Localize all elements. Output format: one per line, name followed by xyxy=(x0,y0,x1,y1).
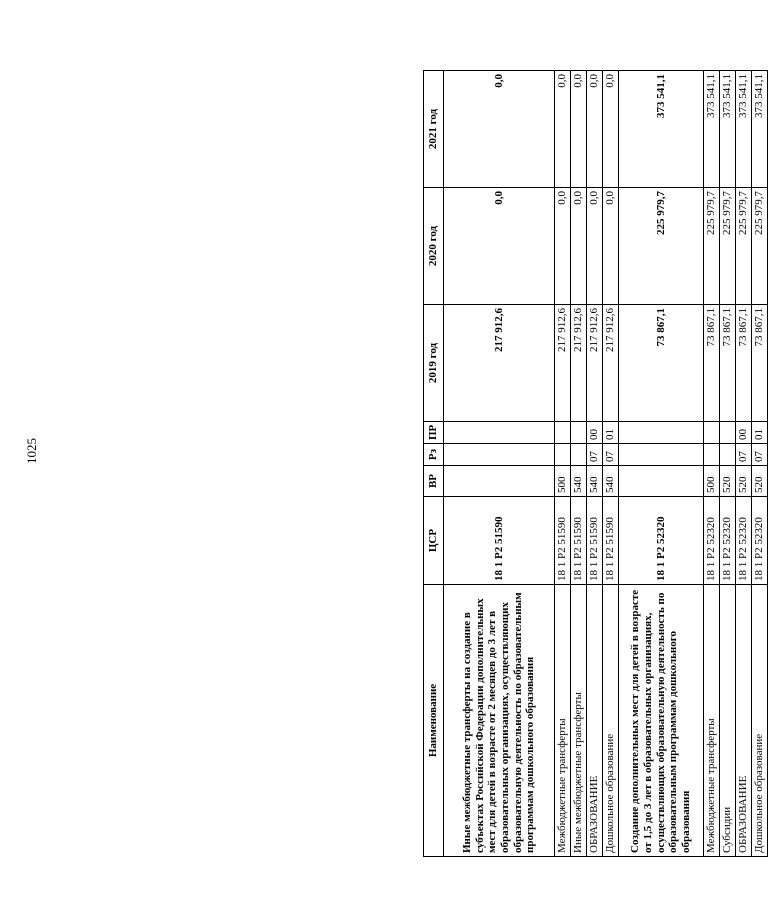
cell-name: Иные межбюджетные трансферты на создание в субъектах Российской Федерации дополнительных мест для детей в возрасте от 2 месяцев до 3 лет в образовательных организациях, осуществляющих образовательную деятельность по образовательным программам дошкольного образования xyxy=(444,585,555,857)
cell-vr xyxy=(619,466,704,497)
cell-csr: 18 1 P2 51590 xyxy=(571,497,587,585)
cell-rz xyxy=(619,444,704,466)
cell-pr xyxy=(619,422,704,444)
cell-2019: 73 867,1 xyxy=(720,305,736,422)
cell-rz xyxy=(444,444,555,466)
cell-2020: 225 979,7 xyxy=(736,188,752,305)
cell-name: Создание дополнительных мест для детей в возрасте от 1,5 до 3 лет в образовательных организациях, осуществляющих образовательную деятельность по образовательным программам дошкольного образования xyxy=(619,585,704,857)
cell-csr: 18 1 P2 51590 xyxy=(444,497,555,585)
cell-vr: 500 xyxy=(555,466,571,497)
cell-name: Дошкольное образование xyxy=(752,585,768,857)
rotated-table-wrapper xyxy=(423,71,768,857)
cell-2021: 0,0 xyxy=(555,71,571,188)
table-row xyxy=(555,71,571,857)
cell-rz xyxy=(720,444,736,466)
cell-vr: 540 xyxy=(603,466,619,497)
cell-rz xyxy=(571,444,587,466)
cell-csr: 18 1 P2 51590 xyxy=(603,497,619,585)
header-pr: ПР xyxy=(424,422,444,444)
cell-2019: 217 912,6 xyxy=(587,305,603,422)
cell-2020: 0,0 xyxy=(444,188,555,305)
table-row xyxy=(603,71,619,857)
cell-2020: 0,0 xyxy=(555,188,571,305)
cell-csr: 18 1 P2 52320 xyxy=(752,497,768,585)
cell-csr: 18 1 P2 52320 xyxy=(736,497,752,585)
cell-vr: 520 xyxy=(752,466,768,497)
cell-csr: 18 1 P2 52320 xyxy=(704,497,720,585)
cell-rz: 07 xyxy=(752,444,768,466)
cell-rz xyxy=(704,444,720,466)
cell-2019: 217 912,6 xyxy=(603,305,619,422)
cell-2019: 73 867,1 xyxy=(752,305,768,422)
cell-name: ОБРАЗОВАНИЕ xyxy=(736,585,752,857)
cell-pr: 01 xyxy=(603,422,619,444)
cell-csr: 18 1 P2 51590 xyxy=(555,497,571,585)
table-row xyxy=(720,71,736,857)
cell-2021: 373 541,1 xyxy=(704,71,720,188)
table-row xyxy=(587,71,603,857)
cell-pr xyxy=(704,422,720,444)
table-row xyxy=(736,71,752,857)
cell-vr: 500 xyxy=(704,466,720,497)
cell-2019: 73 867,1 xyxy=(619,305,704,422)
cell-rz: 07 xyxy=(587,444,603,466)
cell-2020: 225 979,7 xyxy=(704,188,720,305)
budget-table xyxy=(423,70,768,857)
cell-pr xyxy=(571,422,587,444)
table-row xyxy=(704,71,720,857)
cell-2019: 217 912,6 xyxy=(555,305,571,422)
cell-2021: 0,0 xyxy=(587,71,603,188)
cell-name: Межбюджетные трансферты xyxy=(555,585,571,857)
header-row xyxy=(424,71,444,857)
cell-name: Иные межбюджетные трансферты xyxy=(571,585,587,857)
cell-2019: 217 912,6 xyxy=(571,305,587,422)
cell-vr xyxy=(444,466,555,497)
cell-2020: 225 979,7 xyxy=(619,188,704,305)
cell-2020: 225 979,7 xyxy=(720,188,736,305)
cell-csr: 18 1 P2 52320 xyxy=(619,497,704,585)
cell-csr: 18 1 P2 51590 xyxy=(587,497,603,585)
cell-vr: 520 xyxy=(720,466,736,497)
cell-2019: 73 867,1 xyxy=(736,305,752,422)
cell-2021: 0,0 xyxy=(571,71,587,188)
table-row xyxy=(619,71,704,857)
table-row xyxy=(752,71,768,857)
cell-pr xyxy=(720,422,736,444)
cell-pr xyxy=(444,422,555,444)
cell-name: Субсидии xyxy=(720,585,736,857)
cell-vr: 520 xyxy=(736,466,752,497)
cell-vr: 540 xyxy=(587,466,603,497)
cell-2021: 373 541,1 xyxy=(736,71,752,188)
cell-2021: 373 541,1 xyxy=(619,71,704,188)
cell-pr xyxy=(555,422,571,444)
cell-name: Дошкольное образование xyxy=(603,585,619,857)
cell-2021: 0,0 xyxy=(444,71,555,188)
cell-2021: 0,0 xyxy=(603,71,619,188)
cell-2021: 373 541,1 xyxy=(720,71,736,188)
cell-2019: 73 867,1 xyxy=(704,305,720,422)
header-2021: 2021 год xyxy=(424,71,444,188)
cell-rz: 07 xyxy=(736,444,752,466)
header-2019: 2019 год xyxy=(424,305,444,422)
cell-pr: 00 xyxy=(736,422,752,444)
cell-2020: 0,0 xyxy=(603,188,619,305)
cell-pr: 00 xyxy=(587,422,603,444)
cell-rz xyxy=(555,444,571,466)
header-vr: ВР xyxy=(424,466,444,497)
cell-csr: 18 1 P2 52320 xyxy=(720,497,736,585)
cell-name: Межбюджетные трансферты xyxy=(704,585,720,857)
header-2020: 2020 год xyxy=(424,188,444,305)
cell-2019: 217 912,6 xyxy=(444,305,555,422)
cell-rz: 07 xyxy=(603,444,619,466)
header-rz: Рз xyxy=(424,444,444,466)
cell-name: ОБРАЗОВАНИЕ xyxy=(587,585,603,857)
table-row xyxy=(444,71,555,857)
cell-vr: 540 xyxy=(571,466,587,497)
cell-2020: 0,0 xyxy=(587,188,603,305)
header-name: Наименование xyxy=(424,585,444,857)
cell-2020: 225 979,7 xyxy=(752,188,768,305)
page-number: 1025 xyxy=(24,438,39,464)
cell-2020: 0,0 xyxy=(571,188,587,305)
table-row xyxy=(571,71,587,857)
cell-2021: 373 541,1 xyxy=(752,71,768,188)
header-csr: ЦСР xyxy=(424,497,444,585)
cell-pr: 01 xyxy=(752,422,768,444)
